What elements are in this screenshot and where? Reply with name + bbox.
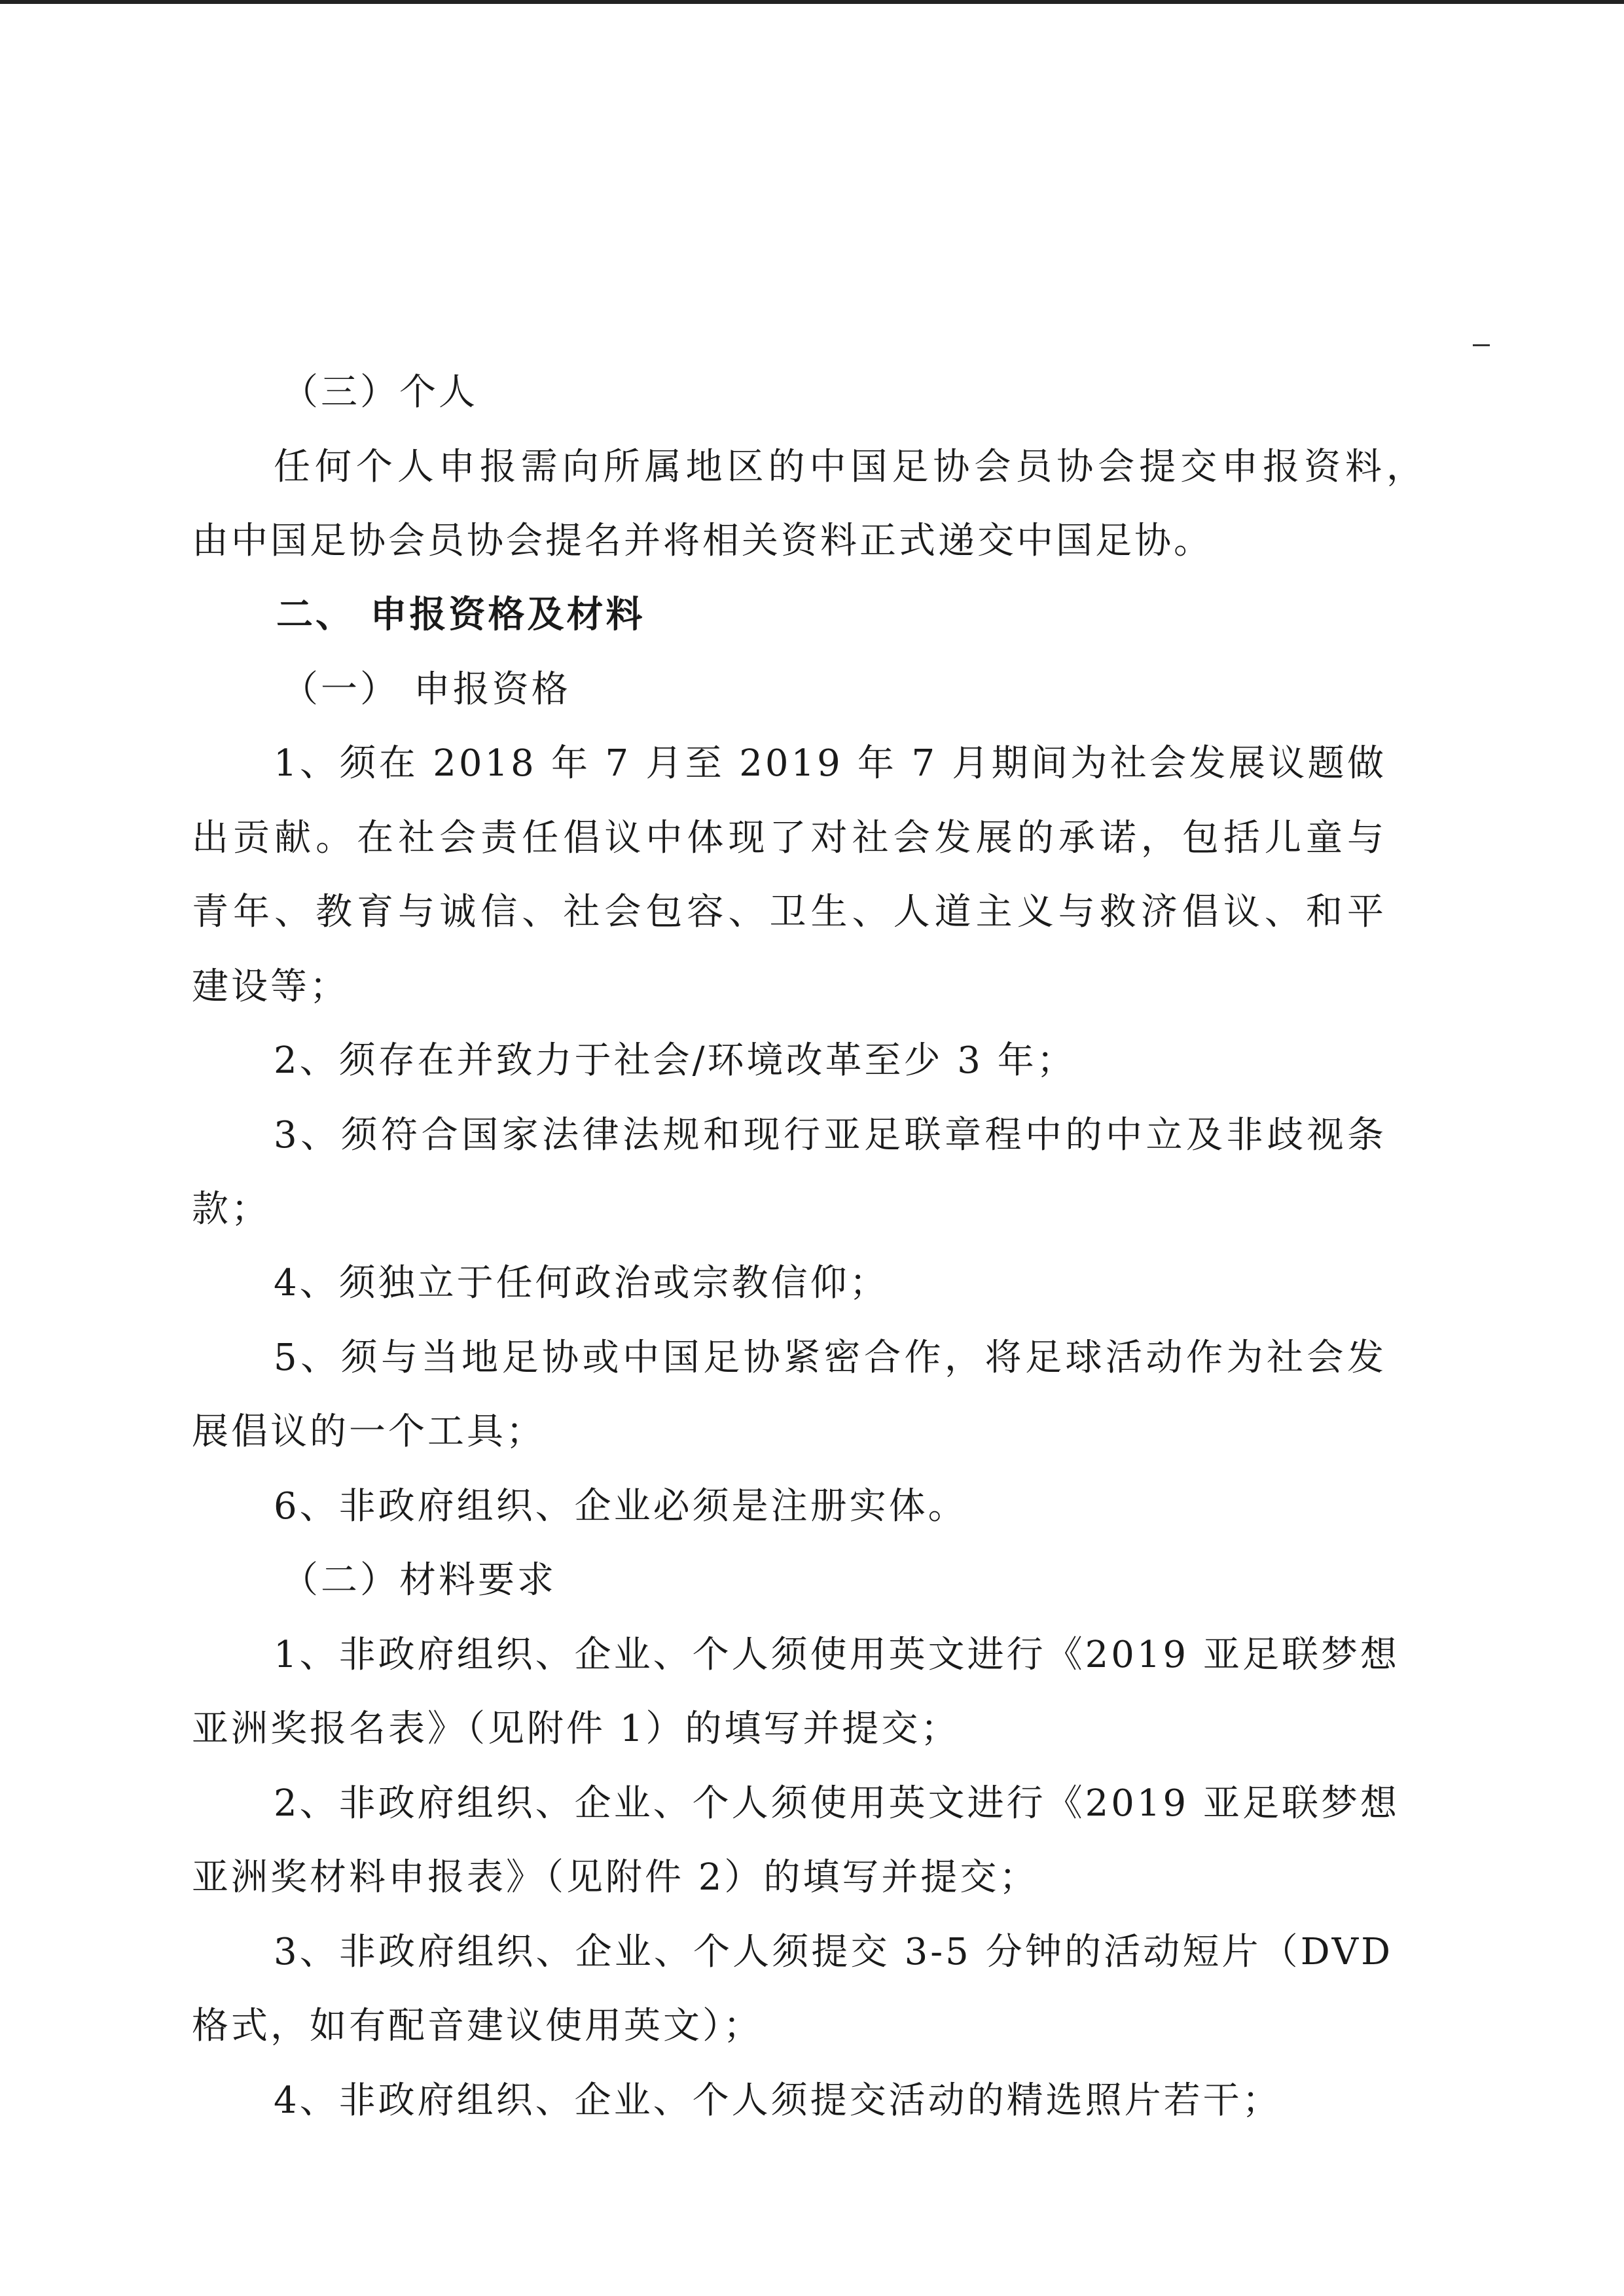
list-item: 4、须独立于任何政治或宗教信仰； [274, 1262, 889, 1304]
list-item: 4、非政府组织、企业、个人须提交活动的精选照片若干； [274, 2079, 1282, 2122]
section-heading: 二、 申报资格及材料 [276, 594, 645, 636]
paragraph-line: 建设等； [192, 965, 349, 1008]
list-item: 5、须与当地足协或中国足协紧密合作，将足球活动作为社会发 [274, 1336, 1386, 1379]
subsection-heading: （三）个人 [281, 371, 478, 414]
paragraph-line: 亚洲奖报名表》（见附件 1）的填写并提交； [192, 1708, 960, 1750]
paragraph-line: 由中国足协会员协会提名并将相关资料正式递交中国足协。 [192, 520, 1213, 562]
paragraph-line: 展倡议的一个工具； [192, 1410, 545, 1453]
paragraph-line: 1、须在 2018 年 7 月至 2019 年 7 月期间为社会发展议题做 [274, 742, 1386, 785]
list-item: 2、非政府组织、企业、个人须使用英文进行《2019 亚足联梦想 [274, 1782, 1399, 1825]
paragraph-line: 任何个人申报需向所属地区的中国足协会员协会提交申报资料， [274, 446, 1426, 488]
margin-mark [1473, 344, 1490, 346]
list-item: 3、须符合国家法律法规和现行亚足联章程中的中立及非歧视条 [274, 1114, 1386, 1157]
subsection-heading: （一） 申报资格 [281, 668, 571, 711]
list-item: 3、非政府组织、企业、个人须提交 3-5 分钟的活动短片（DVD [274, 1931, 1393, 1973]
paragraph-line: 青年、教育与诚信、社会包容、卫生、人道主义与救济倡议、和平 [192, 891, 1386, 933]
paragraph-line: 亚洲奖材料申报表》（见附件 2）的填写并提交； [192, 1856, 1039, 1899]
list-item: 6、非政府组织、企业必须是注册实体。 [274, 1485, 967, 1528]
list-item: 1、非政府组织、企业、个人须使用英文进行《2019 亚足联梦想 [274, 1634, 1399, 1676]
paragraph-line: 格式，如有配音建议使用英文）； [192, 2005, 763, 2047]
list-item: 2、须存在并致力于社会/环境改革至少 3 年； [274, 1039, 1076, 1082]
subsection-heading: （二）材料要求 [281, 1559, 556, 1602]
paragraph-line: 款； [192, 1188, 270, 1230]
page-top-border [0, 0, 1624, 4]
paragraph-line: 出贡献。在社会责任倡议中体现了对社会发展的承诺，包括儿童与 [192, 817, 1386, 859]
